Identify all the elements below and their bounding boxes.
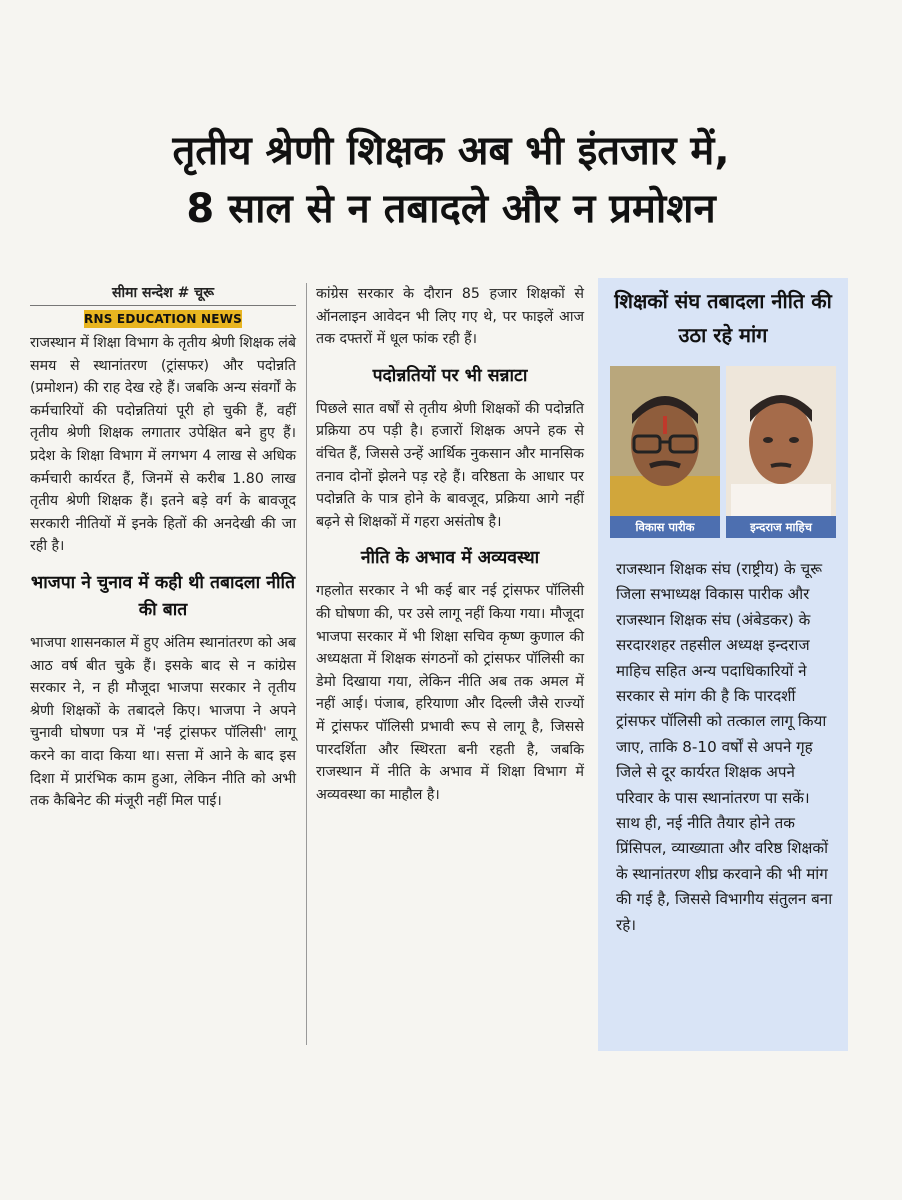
headline-line-2: 8 साल से न तबादले और न प्रमोशन	[186, 186, 716, 232]
column-divider-1	[306, 283, 307, 1045]
article-column-1	[30, 283, 296, 813]
column-1-paragraph-2: भाजपा शासनकाल में हुए अंतिम स्थानांतरण को अब आठ वर्ष बीत चुके हैं। इसके बाद से न कांग्रेस सरकार ने, न ही मौजूदा भाजपा सरकार ने तृतीय श्रेणी शिक्षकों के तबादले किए। भाजपा ने अपने चुनावी घोषणा पत्र में 'नई ट्रांसफर पॉलिसी' लागू करने का वादा किया था। सत्ता में आने के बाद इस दिशा में प्रारंभिक काम हुआ, लेकिन नीति को अभी तक कैबिनेट की मंजूरी नहीं मिल पाई।	[30, 634, 296, 810]
column-2-subheading-2: नीति के अभाव में अव्यवस्था	[360, 548, 540, 569]
column-2-paragraph-2: पिछले सात वर्षों से तृतीय श्रेणी शिक्षकों की पदोन्नति प्रक्रिया ठप पड़ी है। हजारों शिक्षक अपने हक से वंचित हैं, जिससे उन्हें आर्थिक नुकसान और मानसिक तनाव दोनों झेलने पड़ रहे हैं। वरिष्ठता के आधार पर पदोन्नति के पात्र होने के बावजूद, प्रक्रिया आगे नहीं बढ़ने से शिक्षकों में गहरा असंतोष है।	[316, 400, 584, 530]
person-portrait-icon	[726, 366, 836, 538]
photo-1-caption: विकास पारीक	[610, 516, 720, 538]
byline-divider	[30, 305, 296, 306]
sidebar-title: शिक्षकों संघ तबादला नीति की उठा रहे मांग	[614, 289, 832, 347]
photo-2-caption: इन्दराज माहिच	[726, 516, 836, 538]
photo-vikas-pareek	[610, 366, 720, 538]
column-1-paragraph-1: राजस्थान में शिक्षा विभाग के तृतीय श्रेणी शिक्षक लंबे समय से स्थानांतरण (ट्रांसफर) और पदोन्नति (प्रमोशन) की राह देख रहे हैं। जबकि अन्य संवर्गों के कर्मचारियों की पदोन्नतियां पूरी हो चुकी हैं, वहीं तृतीय श्रेणी शिक्षक लगातार उपेक्षित बने हुए हैं। प्रदेश के शिक्षा विभाग में लगभग 4 लाख से अधिक कर्मचारी कार्यरत हैं, जिनमें से करीब 1.80 लाख तृतीय श्रेणी शिक्षक हैं। इतने बड़े वर्ग के बावजूद सरकारी नीतियों में इनके हितों की अनदेखी की जा रही है।	[30, 335, 296, 555]
source-badge: RNS EDUCATION NEWS	[84, 312, 242, 326]
person-portrait-icon	[610, 366, 720, 538]
column-2-paragraph-1: कांग्रेस सरकार के दौरान 85 हजार शिक्षकों से ऑनलाइन आवेदन भी लिए गए थे, पर फाइलें आज तक दफ्तरों में धूल फांक रही हैं।	[316, 286, 584, 348]
headline-line-1: तृतीय श्रेणी शिक्षक अब भी इंतजार में,	[172, 128, 730, 174]
article-column-2	[316, 283, 584, 806]
sidebar-body: राजस्थान शिक्षक संघ (राष्ट्रीय) के चूरू जिला सभाध्यक्ष विकास पारीक और राजस्थान शिक्षक संघ (अंबेडकर) के सरदारशहर तहसील अध्यक्ष इन्दराज माहिच सहित अन्य पदाधिकारियों ने सरकार से मांग की है कि पारदर्शी ट्रांसफर पॉलिसी को तत्काल लागू किया जाए, ताकि 8-10 वर्षों से अपने गृह जिले से दूर कार्यरत शिक्षक अपने परिवार के पास स्थानांतरण पा सकें। साथ ही, नई नीति तैयार होने तक प्रिंसिपल, व्याख्याता और वरिष्ठ शिक्षकों के स्थानांतरण शीघ्र करवाने की भी मांग की गई है, जिससे विभागीय संतुलन बना रहे।	[616, 560, 833, 934]
column-2-paragraph-3: गहलोत सरकार ने भी कई बार नई ट्रांसफर पॉलिसी की घोषणा की, पर उसे लागू नहीं किया गया। मौजूदा भाजपा सरकार में भी शिक्षा सचिव कृष्ण कुणाल की अध्यक्षता में शिक्षक संगठनों को ट्रांसफर पॉलिसी का डेमो दिखाया गया, लेकिन नीति अब तक अमल में नहीं आई। पंजाब, हरियाणा और दिल्ली जैसे राज्यों में ट्रांसफर पॉलिसी प्रभावी रूप से लागू है, जिससे पारदर्शिता और स्थिरता बनी रहती है, जबकि राजस्थान में नीति के अभाव में शिक्षा विभाग में अव्यवस्था का माहौल है।	[316, 583, 584, 803]
byline: सीमा सन्देश # चूरू	[112, 285, 214, 301]
headline	[20, 122, 882, 238]
sidebar-box	[598, 278, 848, 1051]
column-2-subheading-1: पदोन्नतियों पर भी सन्नाटा	[372, 365, 528, 386]
column-1-subheading: भाजपा ने चुनाव में कही थी तबादला नीति की बात	[30, 572, 296, 620]
photo-indraj-mahich	[726, 366, 836, 538]
